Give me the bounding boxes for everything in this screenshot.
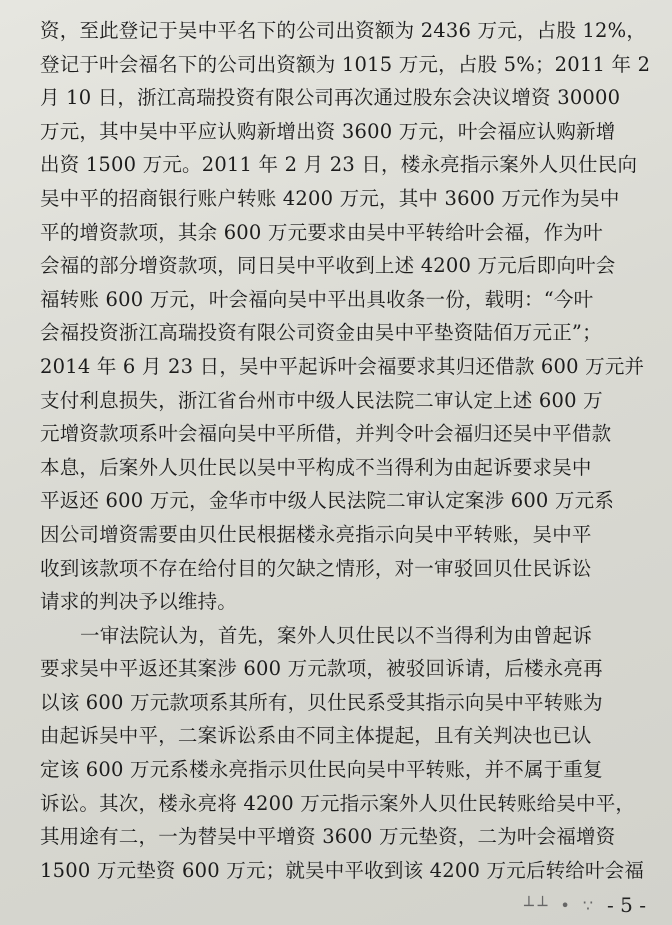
text-line: 要求吴中平返还其案涉 600 万元款项，被驳回诉请，后楼永亮再 [40, 657, 603, 681]
text-line: 1500 万元垫资 600 万元；就吴中平收到该 4200 万元后转给叶会福 [40, 858, 645, 882]
text-line: 吴中平的招商银行账户转账 4200 万元，其中 3600 万元作为吴中 [40, 186, 620, 210]
body-text [40, 14, 670, 887]
text-line: 以该 600 万元款项系其所有，贝仕民系受其指示向吴中平转账为 [40, 690, 603, 714]
text-line: 收到该款项不存在给付目的欠缺之情形，对一审驳回贝仕民诉讼 [40, 556, 592, 580]
text-line: 一审法院认为，首先，案外人贝仕民以不当得利为由曾起诉 [80, 623, 593, 647]
text-line: 2014 年 6 月 23 日，吴中平起诉叶会福要求其归还借款 600 万元并 [40, 354, 645, 378]
text-line: 因公司增资需要由贝仕民根据楼永亮指示向吴中平转账，吴中平 [40, 522, 592, 546]
text-line: 万元，其中吴中平应认购新增出资 3600 万元，叶会福应认购新增 [40, 119, 616, 143]
page-number: - 5 - [607, 893, 646, 917]
text-line: 会福投资浙江高瑞投资有限公司资金由吴中平垫资陆佰万元正”； [40, 321, 602, 345]
text-line: 诉讼。其次，楼永亮将 4200 万元指示案外人贝仕民转账给吴中平， [40, 791, 636, 815]
text-line: 支付利息损失，浙江省台州市中级人民法院二审认定上述 600 万 [40, 388, 603, 412]
text-line: 平的增资款项，其余 600 万元要求由吴中平转给叶会福，作为叶 [40, 220, 603, 244]
text-line: 月 10 日，浙江高瑞投资有限公司再次通过股东会决议增资 30000 [40, 86, 621, 110]
footer-marks: ┴┴ • ∵ [523, 895, 598, 915]
text-line: 福转账 600 万元，叶会福向吴中平出具收条一份，载明：“今叶 [40, 287, 594, 311]
text-line: 登记于叶会福名下的公司出资额为 1015 万元，占股 5%；2011 年 2 [40, 52, 651, 76]
page-footer [524, 893, 646, 917]
text-line: 定该 600 万元系楼永亮指示贝仕民向吴中平转账，并不属于重复 [40, 758, 603, 782]
text-line: 资，至此登记于吴中平名下的公司出资额为 2436 万元，占股 12%， [40, 19, 647, 42]
text-line: 其用途有二，一为替吴中平增资 3600 万元垫资，二为叶会福增资 [40, 825, 616, 849]
text-line: 请求的判决予以维持。 [40, 590, 238, 614]
text-line: 本息，后案外人贝仕民以吴中平构成不当得利为由起诉要求吴中 [40, 455, 592, 479]
text-line: 出资 1500 万元。2011 年 2 月 23 日，楼永亮指示案外人贝仕民向 [40, 153, 638, 177]
text-line: 元增资款项系叶会福向吴中平所借，并判令叶会福归还吴中平借款 [40, 422, 612, 446]
text-line: 会福的部分增资款项，同日吴中平收到上述 4200 万元后即向叶会 [40, 254, 616, 278]
text-line: 平返还 600 万元，金华市中级人民法院二审认定案涉 600 万元系 [40, 489, 615, 513]
text-line: 由起诉吴中平，二案诉讼系由不同主体提起，且有关判决也已认 [40, 724, 592, 748]
